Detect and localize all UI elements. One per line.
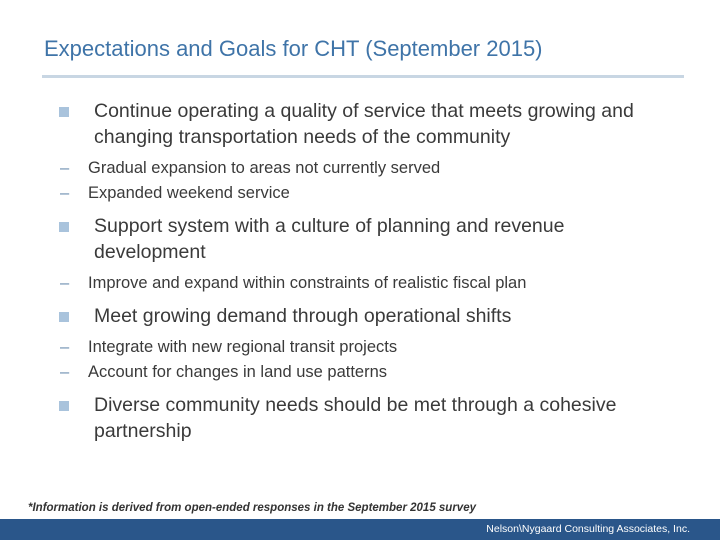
sub-bullet-item (60, 360, 676, 385)
bullet-item (56, 303, 676, 329)
dash-icon: – (60, 184, 70, 202)
sub-bullet-item (60, 271, 676, 296)
sub-bullet-text: Expanded weekend service (88, 184, 290, 202)
sub-bullet-text: Account for changes in land use patterns (88, 363, 388, 381)
sub-bullet-text: Improve and expand within constraints of realistic fiscal plan (88, 274, 527, 292)
slide-title: Expectations and Goals for CHT (September 2015) (44, 36, 543, 61)
title-divider (42, 75, 684, 78)
sub-bullet-text: Integrate with new regional transit projects (88, 338, 398, 356)
dash-icon: – (60, 274, 70, 292)
sub-bullet-item (60, 156, 676, 181)
dash-icon: – (60, 338, 70, 356)
bullet-item (56, 213, 676, 265)
footer-credit: Nelson\Nygaard Consulting Associates, Inc. (486, 523, 690, 535)
square-bullet-icon (59, 222, 69, 232)
bullet-item (56, 98, 676, 150)
dash-icon: – (60, 363, 70, 381)
sub-bullet-list (56, 335, 676, 385)
bullet-text: Support system with a culture of planning and revenue development (94, 215, 565, 263)
bullet-list (56, 98, 676, 444)
sub-bullet-list (56, 156, 676, 206)
bullet-text: Diverse community needs should be met through a cohesive partnership (94, 394, 617, 442)
bullet-item (56, 392, 676, 444)
sub-bullet-list (56, 271, 676, 296)
square-bullet-icon (59, 107, 69, 117)
sub-bullet-text: Gradual expansion to areas not currently served (88, 159, 441, 177)
square-bullet-icon (59, 312, 69, 322)
bullet-text: Continue operating a quality of service that meets growing and changing transportation needs of the community (94, 100, 634, 148)
bullet-text: Meet growing demand through operational shifts (94, 305, 512, 327)
dash-icon: – (60, 159, 70, 177)
footer-bar (0, 519, 720, 540)
square-bullet-icon (59, 401, 69, 411)
sub-bullet-item (60, 181, 676, 206)
footnote: *Information is derived from open-ended responses in the September 2015 survey (28, 502, 476, 514)
sub-bullet-item (60, 335, 676, 360)
